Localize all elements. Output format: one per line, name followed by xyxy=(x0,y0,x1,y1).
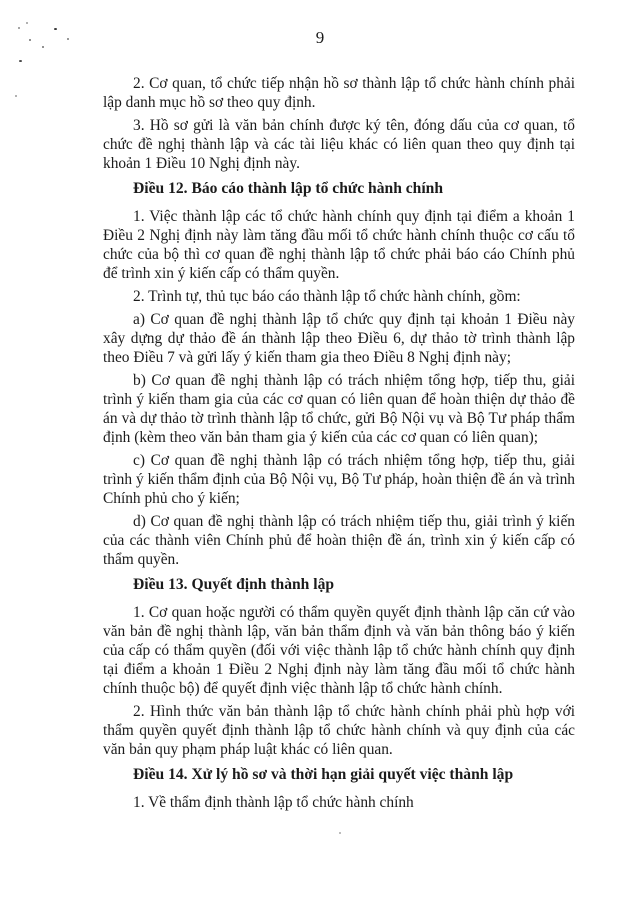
noise-speck xyxy=(15,95,17,97)
clause-3-dossier-original: 3. Hồ sơ gửi là văn bản chính được ký tên, đóng dấu của cơ quan, tổ chức đề nghị thành lập và các tài liệu khác có liên quan theo quy định tại khoản 1 Điều 10 Nghị định này. xyxy=(103,117,575,172)
article-14-clause-1: 1. Về thẩm định thành lập tổ chức hành chính xyxy=(133,794,414,811)
clause-2-receive-dossier: 2. Cơ quan, tổ chức tiếp nhận hồ sơ thành lập tổ chức hành chính phải lập danh mục hồ sơ theo quy định. xyxy=(103,75,575,111)
page-number: 9 xyxy=(315,28,325,47)
article-14-heading: Điều 14. Xử lý hồ sơ và thời hạn giải quyết việc thành lập xyxy=(133,766,514,783)
article-12-point-b: b) Cơ quan đề nghị thành lập có trách nhiệm tổng hợp, tiếp thu, giải trình ý kiến tham gia của các cơ quan có liên quan để hoàn thiện dự thảo đề án và dự thảo tờ trình thành lập tổ chức, gửi Bộ Nội vụ và Bộ Tư pháp thẩm định (kèm theo văn bản tham gia ý kiến của các cơ quan có liên quan); xyxy=(103,372,575,446)
article-12-clause-2: 2. Trình tự, thủ tục báo cáo thành lập tổ chức hành chính, gồm: xyxy=(133,288,521,305)
article-12-point-a: a) Cơ quan đề nghị thành lập tổ chức quy định tại khoản 1 Điều này xây dựng dự thảo đề án thành lập theo Điều 6, dự thảo tờ trình thành lập theo Điều 7 và gửi lấy ý kiến tham gia theo Điều 8 Nghị định này; xyxy=(103,311,575,366)
noise-speck xyxy=(26,22,28,24)
article-12-point-c: c) Cơ quan đề nghị thành lập có trách nhiệm tổng hợp, tiếp thu, giải trình ý kiến thẩm định của Bộ Nội vụ, Bộ Tư pháp, hoàn thiện đề án và trình Chính phủ cho ý kiến; xyxy=(103,452,575,507)
noise-speck xyxy=(339,832,341,834)
article-12-heading: Điều 12. Báo cáo thành lập tổ chức hành chính xyxy=(133,180,444,197)
article-13-clause-2: 2. Hình thức văn bản thành lập tổ chức hành chính phải phù hợp với thẩm quyền quyết định thành lập tổ chức hành chính và quy định của các văn bản quy phạm pháp luật khác có liên quan. xyxy=(103,703,575,758)
noise-speck xyxy=(42,46,44,48)
noise-speck xyxy=(29,39,31,41)
noise-speck xyxy=(54,28,57,30)
noise-speck xyxy=(19,60,22,62)
noise-speck xyxy=(18,27,20,29)
article-12-point-d: d) Cơ quan đề nghị thành lập có trách nhiệm tiếp thu, giải trình ý kiến của các thành viên Chính phủ để hoàn thiện đề án, trình xin ý kiến cấp có thẩm quyền. xyxy=(103,513,575,568)
noise-speck xyxy=(67,38,69,40)
article-13-clause-1: 1. Cơ quan hoặc người có thẩm quyền quyết định thành lập căn cứ vào văn bản đề nghị thành lập, văn bản thẩm định và văn bản thông báo ý kiến của cấp có thẩm quyền (đối với việc thành lập tổ chức hành chính quy định tại điểm a khoản 1 Điều 2 Nghị định này làm tăng đầu mối tổ chức hành chính thuộc bộ) để quyết định việc thành lập tổ chức hành chính. xyxy=(103,604,575,697)
article-13-heading: Điều 13. Quyết định thành lập xyxy=(133,576,335,593)
document-body xyxy=(103,74,575,816)
article-12-clause-1: 1. Việc thành lập các tổ chức hành chính quy định tại điểm a khoản 1 Điều 2 Nghị định này làm tăng đầu mối tổ chức hành chính thuộc cơ cấu tổ chức của bộ thì cơ quan đề nghị thành lập tổ chức phải báo cáo Chính phủ để trình xin ý kiến cấp có thẩm quyền. xyxy=(103,208,575,282)
